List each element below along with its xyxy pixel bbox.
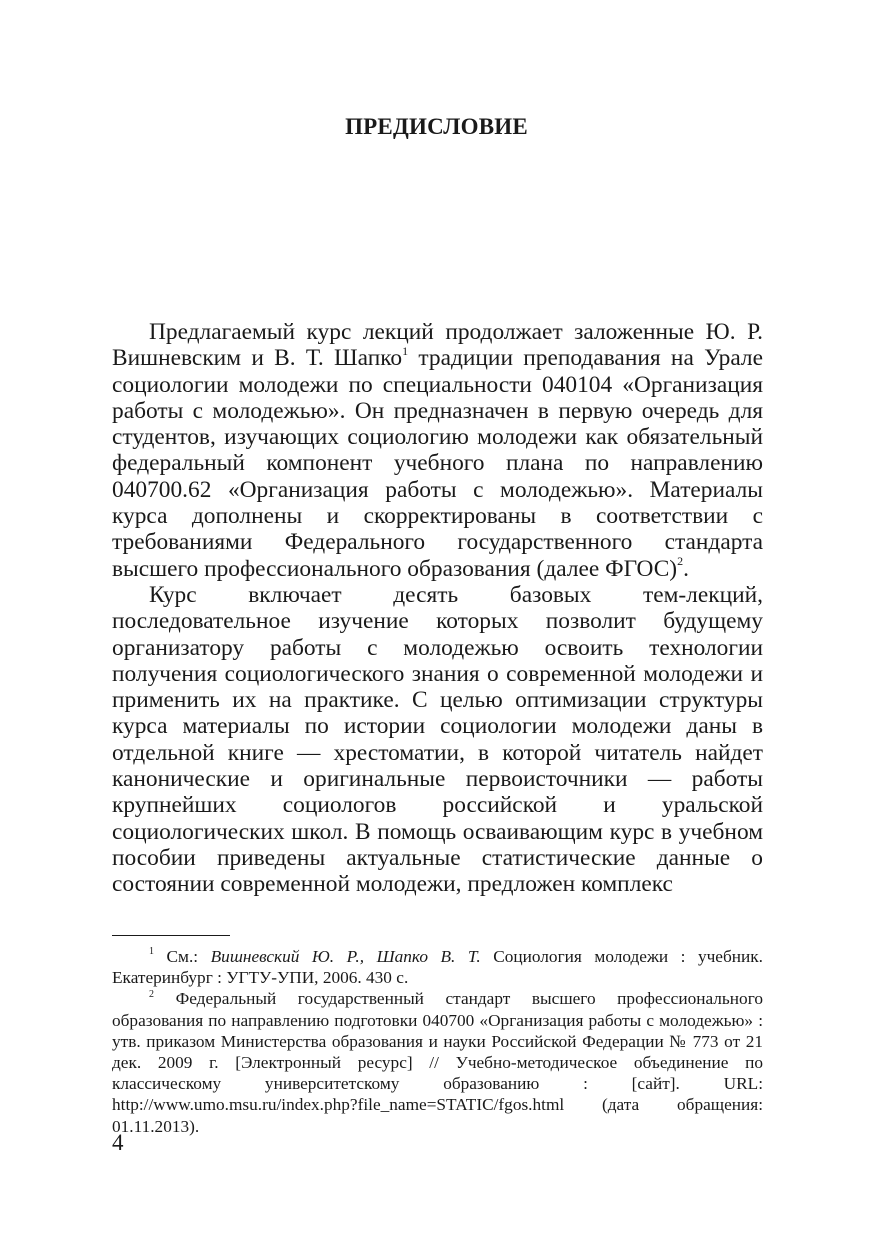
- footnote-1-authors: Вишневский Ю. Р., Шапко В. Т.: [210, 947, 481, 966]
- footnote-ref-1[interactable]: 1: [402, 343, 409, 358]
- paragraph-1: [112, 319, 763, 582]
- main-text: [112, 319, 763, 898]
- footnote-ref-2[interactable]: 2: [677, 553, 684, 568]
- footnote-1-prefix: См.:: [154, 947, 211, 966]
- paragraph-1-part-3: .: [683, 555, 689, 582]
- footnote-1-number: 1: [149, 946, 154, 958]
- paragraph-2: Курс включает десять базовых тем-лекций, последовательное изучение которых позволит будущему организатору работы с молодежью освоить технологии получения социологического знания о современной молодежи и применить их на практике. С целью оптимизации структуры курса материалы по истории социологии молодежи даны в отдельной книге — хрестоматии, в которой читатель найдет канонические и оригинальные первоисточники — работы крупнейших социологов российской и уральской социологических школ. В помощь осваивающим курс в учебном пособии приведены актуальные статистические данные о состоянии современной молодежи, предложен комплекс: [112, 581, 763, 898]
- footnote-2-number: 2: [149, 988, 154, 1000]
- footnote-2: [112, 988, 763, 1136]
- footnote-2-text: Федеральный государственный стандарт высшего профессионального образования по направлению подготовки 040700 «Организация работы с молодежью» : утв. приказом Министерства образования и науки Российской Федерации № 773 от 21 дек. 2009 г. [Электронный ресурс] // Учебно-методическое объединение по классическому университетскому образованию : [сайт]. URL: http://www.umo.msu.ru/index.php?file_name=STATIC/fgos.html (дата обращения: 01.11.2013).: [112, 989, 763, 1136]
- paragraph-1-part-2: традиции преподавания на Урале социологии молодежи по специальности 040104 «Организация работы с молодежью». Он предназначен в первую очередь для студентов, изучающих социологию молодежи как обязательный федеральный компонент учебного плана по направлению 040700.62 «Организация работы с молодежью». Материалы курса дополнены и скорректированы в соответствии с требованиями Федерального государственного стандарта высшего профессионального образования (далее ФГОС): [112, 345, 763, 582]
- page-number: 4: [112, 1130, 124, 1155]
- paragraph-1-part-1: Предлагаемый курс лекций продолжает заложенные Ю. Р. Вишневским и В. Т. Шапко: [112, 319, 763, 372]
- page-title: ПРЕДИСЛОВИЕ: [345, 114, 528, 139]
- footnote-divider: [112, 935, 230, 936]
- footnote-1: [112, 946, 763, 988]
- footnotes: [112, 946, 763, 1137]
- footnote-1-text: Социология молодежи : учебник. Екатеринбург : УГТУ-УПИ, 2006. 430 с.: [112, 947, 763, 988]
